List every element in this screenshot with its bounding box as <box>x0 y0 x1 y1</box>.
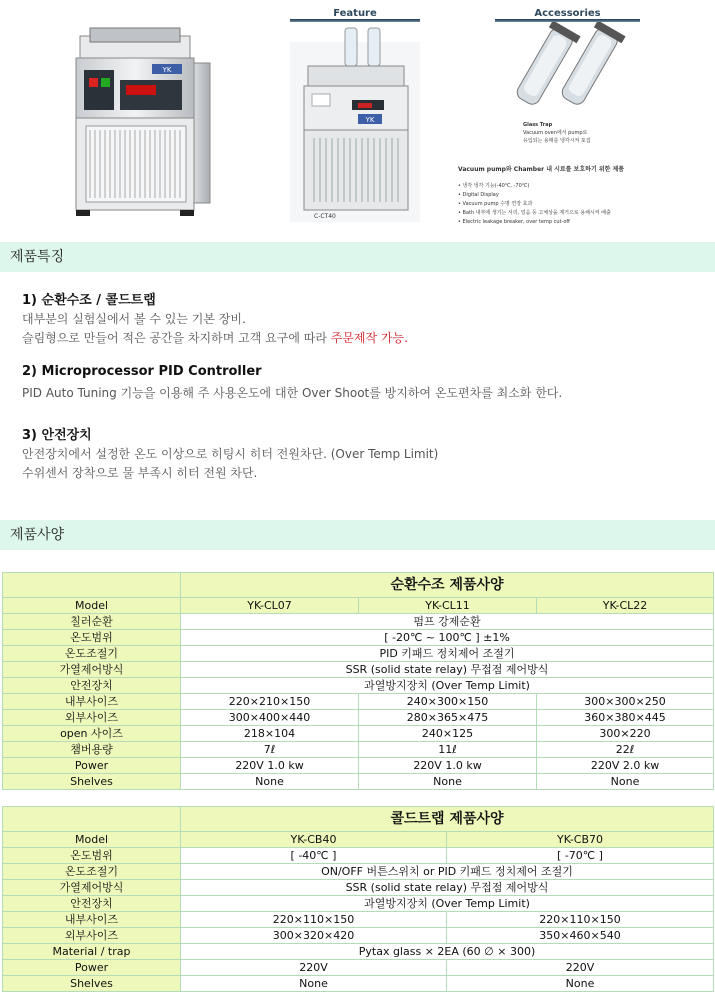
feature-2-heading: 2) Microprocessor PID Controller <box>22 364 262 379</box>
value-cell: 300×320×420 <box>181 928 447 944</box>
feature-tab-label: Feature <box>333 8 377 19</box>
value-cell: SSR (solid state relay) 무접점 제어방식 <box>181 662 714 678</box>
value-cell: [ -20℃ ~ 100℃ ] ±1% <box>181 630 714 646</box>
coldtrap-product-image <box>290 22 420 222</box>
table-row <box>3 832 714 848</box>
row-label: 온도범위 <box>3 630 181 646</box>
title-spacer <box>3 573 181 598</box>
row-label: 외부사이즈 <box>3 710 181 726</box>
svg-text:YK: YK <box>162 66 172 74</box>
table-row <box>3 630 714 646</box>
model-cell: YK-CL07 <box>181 598 359 614</box>
row-label: 외부사이즈 <box>3 928 181 944</box>
table-row <box>3 976 714 992</box>
table-row <box>3 928 714 944</box>
row-label: Power <box>3 960 181 976</box>
table-row <box>3 864 714 880</box>
accessory-bullet-2: • Digital Display <box>458 192 499 198</box>
value-cell: 218×104 <box>181 726 359 742</box>
row-label: Material / trap <box>3 944 181 960</box>
value-cell: None <box>537 774 714 790</box>
table-row <box>3 758 714 774</box>
value-cell: 220V <box>181 960 447 976</box>
table-row <box>3 848 714 864</box>
row-label: Power <box>3 758 181 774</box>
row-label: 안전장치 <box>3 896 181 912</box>
value-cell: 펌프 강제순환 <box>181 614 714 630</box>
value-cell: None <box>447 976 714 992</box>
row-label: 가열제어방식 <box>3 880 181 896</box>
coldtrap-table-title: 콜드트랩 제품사양 <box>181 807 714 832</box>
table-row <box>3 662 714 678</box>
glass-trap-desc-2: 유입되는 용매를 냉각시켜 포집 <box>523 138 591 144</box>
feature-3-line-2: 수위센서 장착으로 물 부족시 히터 전원 차단. <box>22 466 258 480</box>
feature-1-heading: 1) 순환수조 / 콜드트랩 <box>22 293 156 308</box>
glass-trap-image <box>495 22 640 117</box>
value-cell: 240×125 <box>359 726 537 742</box>
value-cell: 과열방지장치 (Over Temp Limit) <box>181 896 714 912</box>
row-label: Shelves <box>3 774 181 790</box>
model-cell: YK-CL22 <box>537 598 714 614</box>
row-label: 가열제어방식 <box>3 662 181 678</box>
circulator-table-title: 순환수조 제품사양 <box>181 573 714 598</box>
row-label: 챔버용량 <box>3 742 181 758</box>
table-row <box>3 694 714 710</box>
value-cell: 220×210×150 <box>181 694 359 710</box>
feature-3-line-1: 안전장치에서 설정한 온도 이상으로 히팅시 히터 전원차단. (Over Temp Limit) <box>22 447 439 461</box>
value-cell: 300×220 <box>537 726 714 742</box>
accessory-bullet-3: • Vacuum pump 수명 연장 효과 <box>458 201 533 207</box>
table-row <box>3 944 714 960</box>
table-row <box>3 710 714 726</box>
accessory-bullet-1: • 냉각 냉각 기능(-40℃, -70℃) <box>458 183 530 189</box>
table-row <box>3 742 714 758</box>
value-cell: None <box>181 976 447 992</box>
circulator-product-image <box>62 18 222 218</box>
glass-trap-title: Glass Trap <box>523 122 553 128</box>
table-title-row <box>3 573 714 598</box>
table-row <box>3 960 714 976</box>
row-label: open 사이즈 <box>3 726 181 742</box>
table-row <box>3 774 714 790</box>
value-cell: ON/OFF 버튼스위치 or PID 키패드 정치제어 조절기 <box>181 864 714 880</box>
coldtrap-spec-table <box>2 806 714 992</box>
feature-3-heading: 3) 안전장치 <box>22 428 92 443</box>
table-row <box>3 614 714 630</box>
row-label: 안전장치 <box>3 678 181 694</box>
table-row <box>3 880 714 896</box>
value-cell: 11ℓ <box>359 742 537 758</box>
value-cell: 220V 1.0 kw <box>181 758 359 774</box>
accessory-bullet-5: • Electric leakage breaker, over temp cut-off <box>458 219 570 225</box>
row-label: Model <box>3 598 181 614</box>
value-cell: PID 키패드 정치제어 조절기 <box>181 646 714 662</box>
svg-text:YK: YK <box>365 116 375 124</box>
accessories-image-panel <box>495 8 640 228</box>
row-label: 칠러순환 <box>3 614 181 630</box>
feature-2-line-1: PID Auto Tuning 기능을 이용해 주 사용온도에 대한 Over Shoot를 방지하여 온도편차를 최소화 한다. <box>22 386 563 400</box>
model-cell: YK-CB40 <box>181 832 447 848</box>
glass-trap-desc-1: Vacuum oven에서 pump로 <box>523 130 588 136</box>
row-label: 내부사이즈 <box>3 912 181 928</box>
value-cell: [ -70℃ ] <box>447 848 714 864</box>
value-cell: 280×365×475 <box>359 710 537 726</box>
value-cell: 350×460×540 <box>447 928 714 944</box>
value-cell: 360×380×445 <box>537 710 714 726</box>
value-cell: 240×300×150 <box>359 694 537 710</box>
row-label: 내부사이즈 <box>3 694 181 710</box>
value-cell: 300×400×440 <box>181 710 359 726</box>
row-label: 온도조절기 <box>3 864 181 880</box>
feature-1-line-2: 슬림형으로 만들어 적은 공간을 차지하며 고객 요구에 따라 주문제작 가능. <box>22 331 408 345</box>
custom-order-highlight: 주문제작 가능. <box>330 331 408 345</box>
value-cell: 7ℓ <box>181 742 359 758</box>
feature-1-line-1: 대부분의 실험실에서 볼 수 있는 기본 장비. <box>22 312 246 326</box>
accessories-tab-label: Accessories <box>534 8 601 19</box>
accessory-bullet-4: • Bath 내부에 생기는 서리, 얼음 등 고체상을 제거으로 용해시켜 배출 <box>458 210 611 216</box>
value-cell: None <box>181 774 359 790</box>
table-title-row <box>3 807 714 832</box>
value-cell: 220×110×150 <box>447 912 714 928</box>
row-label: Model <box>3 832 181 848</box>
value-cell: [ -40℃ ] <box>181 848 447 864</box>
feature-image-panel <box>290 8 420 223</box>
table-row <box>3 678 714 694</box>
value-cell: 220V 2.0 kw <box>537 758 714 774</box>
value-cell: 220×110×150 <box>181 912 447 928</box>
table-row <box>3 896 714 912</box>
row-label: 온도조절기 <box>3 646 181 662</box>
value-cell: 300×300×250 <box>537 694 714 710</box>
value-cell: SSR (solid state relay) 무접점 제어방식 <box>181 880 714 896</box>
features-section-bar: 제품특징 <box>0 242 715 272</box>
table-row <box>3 912 714 928</box>
value-cell: 220V 1.0 kw <box>359 758 537 774</box>
table-row <box>3 598 714 614</box>
specs-section-bar: 제품사양 <box>0 520 715 550</box>
accessory-heading: Vacuum pump와 Chamber 내 시료를 보호하기 위한 제품 <box>458 166 625 173</box>
value-cell: 22ℓ <box>537 742 714 758</box>
row-label: Shelves <box>3 976 181 992</box>
model-cell: YK-CB70 <box>447 832 714 848</box>
row-label: 온도범위 <box>3 848 181 864</box>
value-cell: 220V <box>447 960 714 976</box>
value-cell: Pytax glass × 2EA (60 ∅ × 300) <box>181 944 714 960</box>
table-row <box>3 726 714 742</box>
value-cell: 과열방지장치 (Over Temp Limit) <box>181 678 714 694</box>
value-cell: None <box>359 774 537 790</box>
title-spacer <box>3 807 181 832</box>
circulator-spec-table <box>2 572 714 790</box>
table-row <box>3 646 714 662</box>
svg-text:C-CT40: C-CT40 <box>314 213 336 220</box>
model-cell: YK-CL11 <box>359 598 537 614</box>
